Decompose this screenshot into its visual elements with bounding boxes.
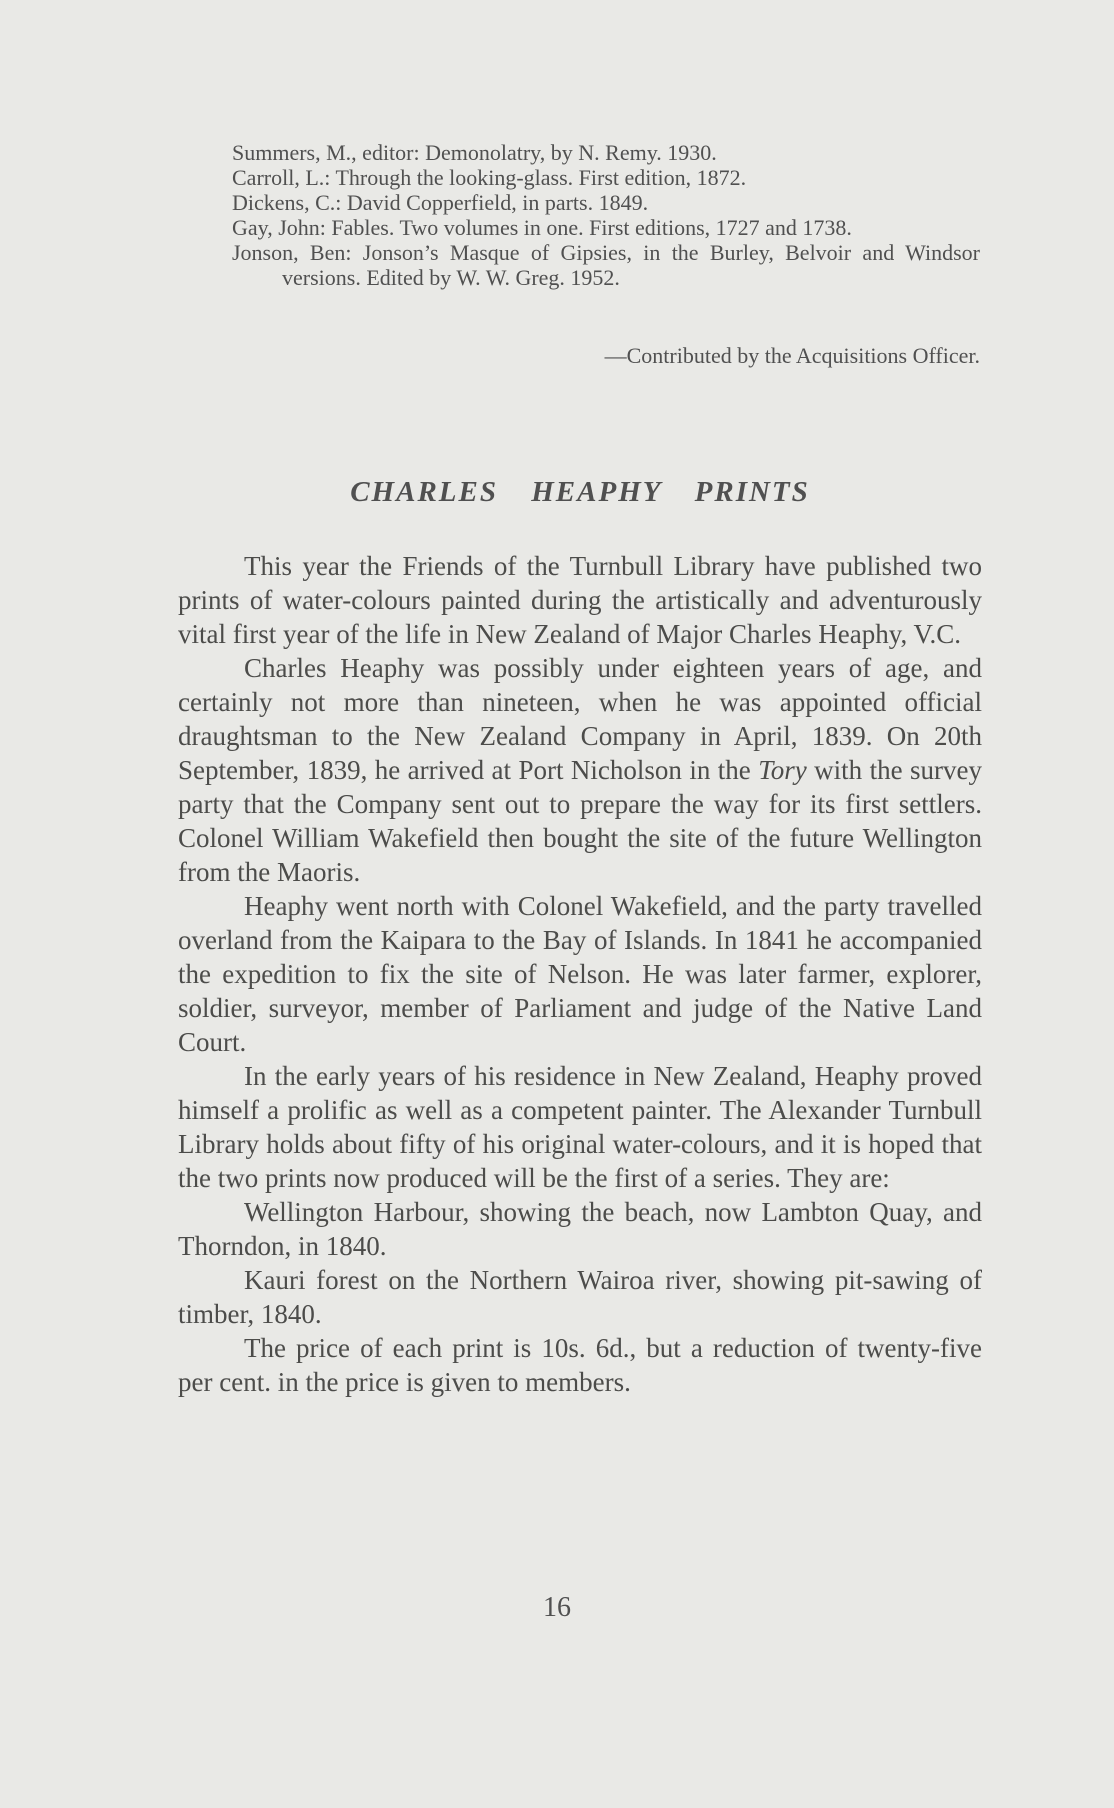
article-paragraph: In the early years of his residence in New Zealand, Heaphy proved himself a prolific as well as a competent painter. The Alexander Turnbull Library holds about fifty of his original water-colours, and it is hoped that the two prints now produced will be the first of a series. They are: xyxy=(178,1061,982,1193)
page-number: 16 xyxy=(543,1592,571,1623)
article-paragraph: Kauri forest on the Northern Wairoa river, showing pit-sawing of timber, 1840. xyxy=(178,1265,982,1329)
paragraph-text: with the survey party that the Company sent out to prepare the way for its first settlers. Colonel William Wakefield then bought the site of the future Wellington from the Maoris. xyxy=(178,755,982,887)
ship-name: Tory xyxy=(758,755,807,785)
article-title: CHARLES HEAPHY PRINTS xyxy=(350,476,810,508)
acquisition-item: Jonson, Ben: Jonson’s Masque of Gipsies, in the Burley, Belvoir and Windsor versions. Edited by W. W. Greg. 1952. xyxy=(232,240,980,290)
article-paragraph: Heaphy went north with Colonel Wakefield, and the party travelled overland from the Kaipara to the Bay of Islands. In 1841 he accompanied the expedition to fix the site of Nelson. He was later farmer, explorer, soldier, surveyor, member of Parliament and judge of the Native Land Court. xyxy=(178,891,982,1057)
acquisition-item: Gay, John: Fables. Two volumes in one. First editions, 1727 and 1738. xyxy=(232,215,852,240)
article-paragraph: The price of each print is 10s. 6d., but a reduction of twenty-five per cent. in the price is given to members. xyxy=(178,1333,982,1397)
acquisition-item: Dickens, C.: David Copperfield, in parts. 1849. xyxy=(232,190,649,215)
acquisition-item: Carroll, L.: Through the looking-glass. First edition, 1872. xyxy=(232,165,747,190)
acquisitions-list xyxy=(232,140,980,290)
article-paragraph: Wellington Harbour, showing the beach, now Lambton Quay, and Thorndon, in 1840. xyxy=(178,1197,982,1261)
contributor-credit: —Contributed by the Acquisitions Officer. xyxy=(604,343,980,368)
acquisition-item: Summers, M., editor: Demonolatry, by N. Remy. 1930. xyxy=(232,140,717,165)
article-body xyxy=(178,549,982,1399)
article-paragraph xyxy=(178,651,982,889)
article-paragraph: This year the Friends of the Turnbull Library have published two prints of water-colours painted during the artistically and adventurously vital first year of the life in New Zealand of Major Charles Heaphy, V.C. xyxy=(178,551,982,649)
paragraph-text: Charles Heaphy was possibly under eighteen years of age, and certainly not more than nineteen, when he was appointed official draughtsman to the New Zealand Company in April, 1839. On 20th September, 1839, he arrived at Port Nicholson in the xyxy=(178,653,982,785)
